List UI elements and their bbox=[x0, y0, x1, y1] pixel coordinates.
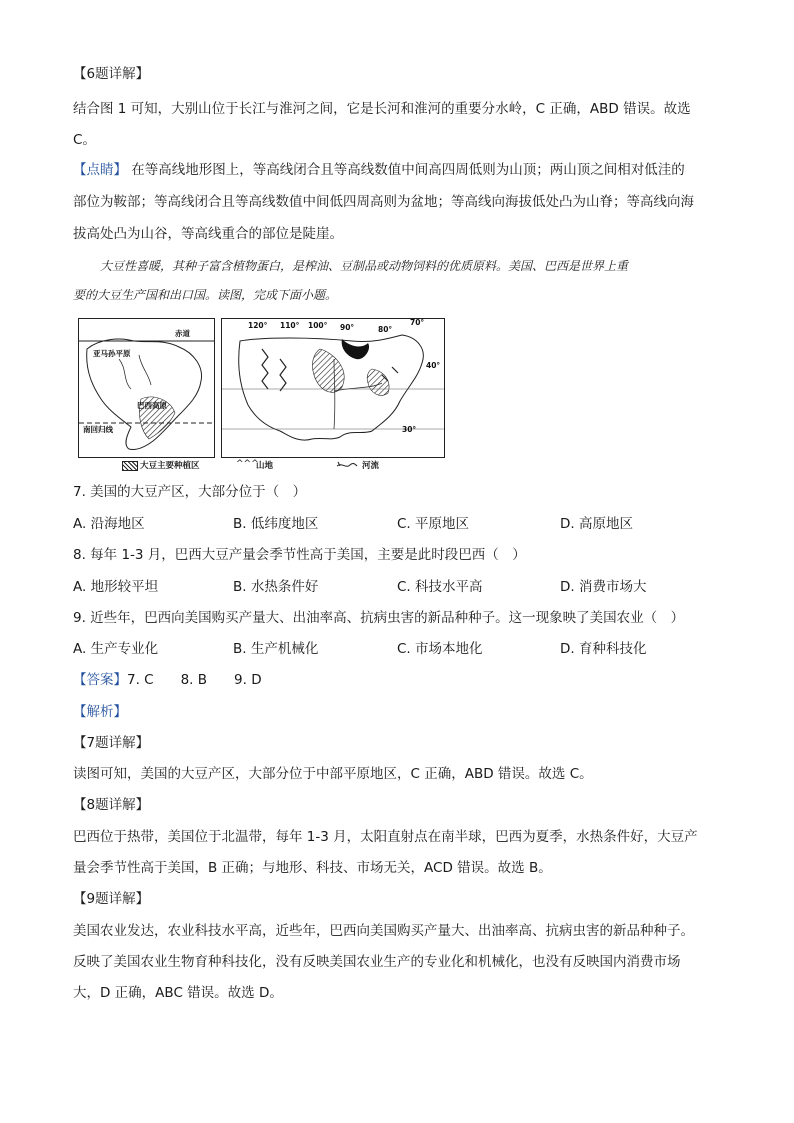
dianjing-line2: 部位为鞍部；等高线闭合且等高线数值中间低四周高则为盆地；等高线向海拔低处凸为山脊；等高线向海 bbox=[73, 194, 694, 210]
river-legend-label: 河流 bbox=[362, 461, 380, 471]
answer-label: 【答案】 bbox=[73, 672, 127, 688]
answer-values: 7. C 8. B 9. D bbox=[127, 672, 262, 688]
heading-6: 【6题详解】 bbox=[73, 66, 150, 82]
lon-100-label: 100° bbox=[308, 321, 328, 330]
q7-option-c: C. 平原地区 bbox=[397, 516, 470, 532]
lon-90-label: 90° bbox=[340, 323, 355, 332]
paragraph-9-line2: 反映了美国农业生物育种科技化，没有反映美国农业生产的专业化和机械化，也没有反映国内消费市场 bbox=[73, 954, 681, 970]
brazil-map-graphic bbox=[79, 319, 214, 457]
mountain-legend-icon: ^^^ bbox=[236, 459, 259, 469]
dianjing-label: 【点睛】 bbox=[73, 162, 127, 178]
equator-label: 赤道 bbox=[175, 329, 190, 338]
lat-30-label: 30° bbox=[402, 425, 417, 434]
soy-legend-swatch bbox=[122, 461, 138, 471]
intro-line1: 大豆性喜暖，其种子富含植物蛋白，是榨油、豆制品或动物饲料的优质原料。美国、巴西是世界上重 bbox=[100, 259, 629, 273]
analysis-label: 【解析】 bbox=[73, 704, 127, 720]
dianjing-text-1: 在等高线地形图上，等高线闭合且等高线数值中间高四周低则为山顶；两山顶之间相对低洼的 bbox=[127, 162, 685, 178]
q7-option-b: B. 低纬度地区 bbox=[233, 516, 319, 532]
brazil-map bbox=[78, 318, 215, 458]
mountain-legend-label: 山地 bbox=[256, 461, 274, 471]
q8-option-a: A. 地形较平坦 bbox=[73, 579, 159, 595]
heading-7: 【7题详解】 bbox=[73, 735, 150, 751]
intro-line2: 要的大豆生产国和出口国。读图，完成下面小题。 bbox=[73, 288, 338, 302]
lat-40-label: 40° bbox=[426, 361, 441, 370]
question-8: 8. 每年 1-3 月，巴西大豆产量会季节性高于美国，主要是此时段巴西（ ） bbox=[73, 547, 526, 563]
q7-option-d: D. 高原地区 bbox=[560, 516, 633, 532]
question-9: 9. 近些年，巴西向美国购买产量大、出油率高、抗病虫害的新品种种子。这一现象映了美国农业（ ） bbox=[73, 610, 685, 626]
paragraph-6-line2: C。 bbox=[73, 132, 96, 148]
paragraph-6-line1: 结合图 1 可知，大别山位于长江与淮河之间，它是长河和淮河的重要分水岭，C 正确，ABD 错误。故选 bbox=[73, 101, 691, 117]
q9-option-c: C. 市场本地化 bbox=[397, 641, 483, 657]
heading-9: 【9题详解】 bbox=[73, 891, 150, 907]
answer-line bbox=[73, 670, 262, 690]
tropic-label: 南回归线 bbox=[83, 425, 113, 434]
lon-120-label: 120° bbox=[248, 321, 268, 330]
plateau-label: 巴西高原 bbox=[137, 401, 167, 410]
q8-option-b: B. 水热条件好 bbox=[233, 579, 319, 595]
river-legend-icon bbox=[336, 460, 358, 470]
soy-legend-label: 大豆主要种植区 bbox=[140, 461, 200, 471]
q9-option-a: A. 生产专业化 bbox=[73, 641, 159, 657]
heading-8: 【8题详解】 bbox=[73, 797, 150, 813]
q7-option-a: A. 沿海地区 bbox=[73, 516, 145, 532]
q9-option-b: B. 生产机械化 bbox=[233, 641, 319, 657]
usa-map-graphic bbox=[222, 319, 444, 457]
lon-110-label: 110° bbox=[280, 321, 300, 330]
paragraph-8-line1: 巴西位于热带，美国位于北温带，每年 1-3 月，太阳直射点在南半球，巴西为夏季，水热条件好，大豆产 bbox=[73, 829, 698, 845]
lon-80-label: 80° bbox=[378, 325, 393, 334]
lon-70-label: 70° bbox=[410, 318, 425, 327]
paragraph-8-line2: 量会季节性高于美国，B 正确；与地形、科技、市场无关，ACD 错误。故选 B。 bbox=[73, 860, 552, 876]
usa-map bbox=[221, 318, 445, 458]
paragraph-7: 读图可知，美国的大豆产区，大部分位于中部平原地区，C 正确，ABD 错误。故选 C。 bbox=[73, 766, 593, 782]
q8-option-c: C. 科技水平高 bbox=[397, 579, 483, 595]
dianjing-line3: 拔高处凸为山谷，等高线重合的部位是陡崖。 bbox=[73, 226, 343, 242]
dianjing-line1 bbox=[73, 160, 685, 180]
question-7: 7. 美国的大豆产区，大部分位于（ ） bbox=[73, 484, 307, 500]
q8-option-d: D. 消费市场大 bbox=[560, 579, 647, 595]
amazon-label: 亚马孙平原 bbox=[93, 349, 131, 358]
paragraph-9-line3: 大，D 正确，ABC 错误。故选 D。 bbox=[73, 985, 283, 1001]
paragraph-9-line1: 美国农业发达，农业科技水平高，近些年，巴西向美国购买产量大、出油率高、抗病虫害的新品种种子。 bbox=[73, 923, 694, 939]
q9-option-d: D. 育种科技化 bbox=[560, 641, 647, 657]
